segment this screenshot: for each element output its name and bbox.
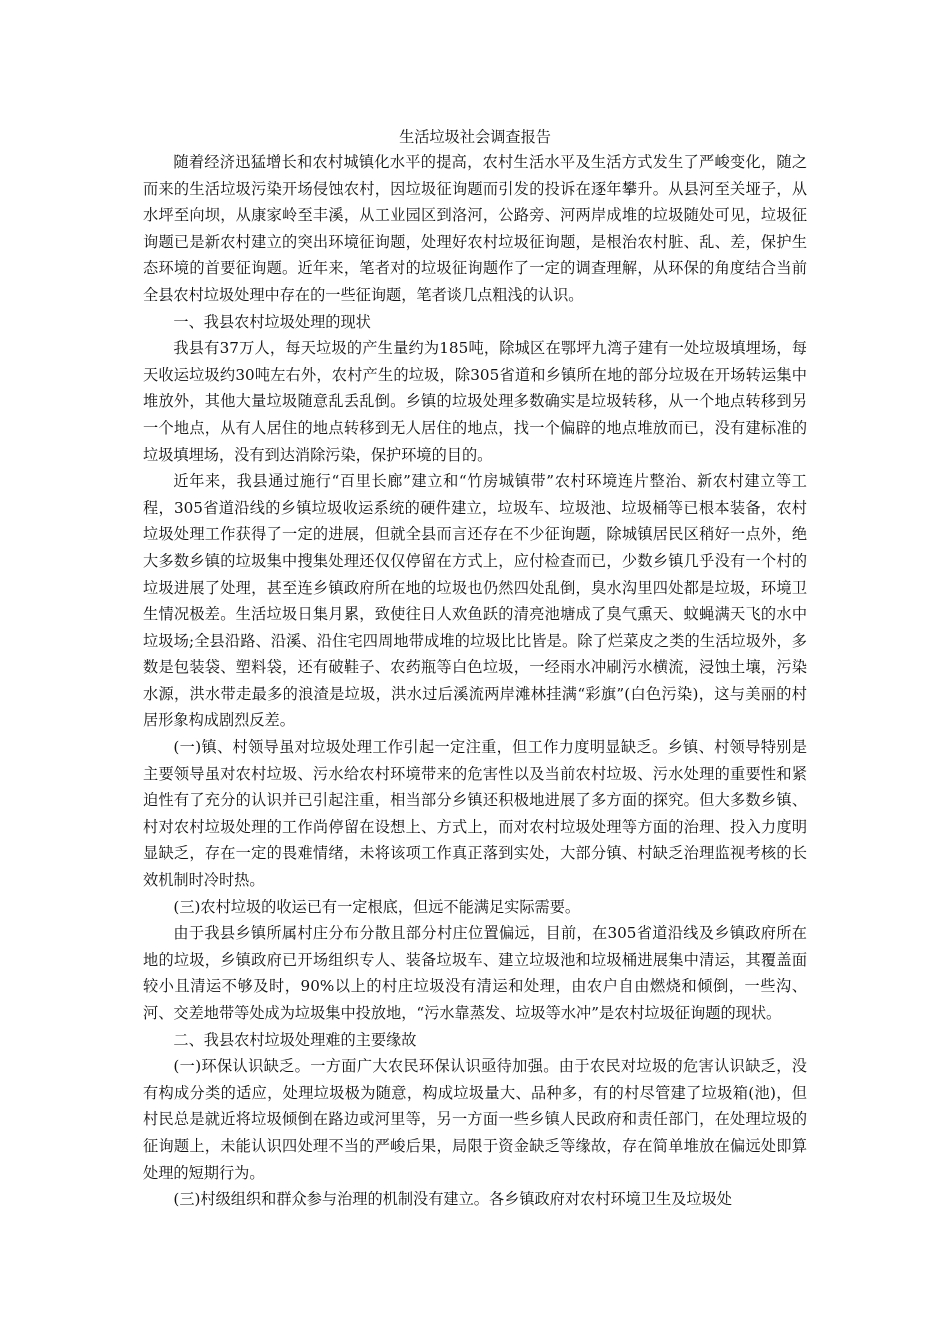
subheading-paragraph: (三)农村垃圾的收运已有一定根底，但远不能满足实际需要。 bbox=[173, 897, 581, 916]
body-paragraph: (三)村级组织和群众参与治理的机制没有建立。各乡镇政府对农村环境卫生及垃圾处 bbox=[173, 1190, 732, 1209]
document-title: 生活垃圾社会调查报告 bbox=[399, 128, 551, 146]
body-paragraph: (一)镇、村领导虽对垃圾处理工作引起一定注重，但工作力度明显缺乏。乡镇、村领导特别是主要领导虽对农村垃圾、污水给农村环境带来的危害性以及当前农村垃圾、污水处理的重要性和紧迫性有了充分的认识并已引起注重，相当部分乡镇还积极地进展了多方面的探究。但大多数乡镇、村对农村垃圾处理的工作尚停留在设想上、方式上，而对农村垃圾处理等方面的治理、投入力度明显缺乏，存在一定的畏难情绪，未将该项工作真正落到实处，大部分镇、村缺乏治理监视考核的长效机制时冷时热。 bbox=[143, 738, 807, 890]
section-heading-1: 一、我县农村垃圾处理的现状 bbox=[173, 312, 371, 331]
section-heading-2: 二、我县农村垃圾处理难的主要缘故 bbox=[173, 1030, 417, 1049]
body-paragraph: 由于我县乡镇所属村庄分布分散且部分村庄位置偏远，目前，在305省道沿线及乡镇政府所在地的垃圾，乡镇政府已开场组织专人、装备垃圾车、建立垃圾池和垃圾桶进展集中清运，其覆盖面较小且清运不够及时，90%以上的村庄垃圾没有清运和处理，由农户自由燃烧和倾倒，一些沟、河、交差地带等处成为垃圾集中投放地，“污水靠蒸发、垃圾等水冲”是农村垃圾征询题的现状。 bbox=[143, 924, 807, 1022]
document-page bbox=[143, 125, 807, 1213]
body-paragraph: (一)环保认识缺乏。一方面广大农民环保认识亟待加强。由于农民对垃圾的危害认识缺乏，没有构成分类的适应，处理垃圾极为随意，构成垃圾量大、品种多，有的村尽管建了垃圾箱(池)，但村民总是就近将垃圾倾倒在路边或河里等，另一方面一些乡镇人民政府和责任部门，在处理垃圾的征询题上，未能认识四处理不当的严峻后果，局限于资金缺乏等缘故，存在简单堆放在偏远处即算处理的短期行为。 bbox=[143, 1057, 807, 1182]
intro-paragraph: 随着经济迅猛增长和农村城镇化水平的提高，农村生活水平及生活方式发生了严峻变化，随之而来的生活垃圾污染开场侵蚀农村，因垃圾征询题而引发的投诉在逐年攀升。从县河至关垭子，从水坪至向坝，从康家岭至丰溪，从工业园区到洛河，公路旁、河两岸成堆的垃圾随处可见，垃圾征询题已是新农村建立的突出环境征询题，处理好农村垃圾征询题，是根治农村脏、乱、差，保护生态环境的首要征询题。近年来，笔者对的垃圾征询题作了一定的调查理解，从环保的角度结合当前全县农村垃圾处理中存在的一些征询题，笔者谈几点粗浅的认识。 bbox=[143, 153, 807, 304]
body-paragraph: 我县有37万人，每天垃圾的产生量约为185吨，除城区在鄂坪九湾子建有一处垃圾填埋场，每天收运垃圾约30吨左右外，农村产生的垃圾，除305省道和乡镇所在地的部分垃圾在开场转运集中堆放外，其他大量垃圾随意乱丢乱倒。乡镇的垃圾处理多数确实是垃圾转移，从一个地点转移到另一个地点，从有人居住的地点转移到无人居住的地点，找一个偏辟的地点堆放而已，没有建标准的垃圾填埋场，没有到达消除污染，保护环境的目的。 bbox=[143, 339, 807, 464]
body-paragraph: 近年来，我县通过施行“百里长廊”建立和“竹房城镇带”农村环境连片整治、新农村建立等工程，305省道沿线的乡镇垃圾收运系统的硬件建立，垃圾车、垃圾池、垃圾桶等已根本装备，农村垃圾处理工作获得了一定的进展，但就全县而言还存在不少征询题，除城镇居民区稍好一点外，绝大多数乡镇的垃圾集中搜集处理还仅仅停留在方式上，应付检查而已，少数乡镇几乎没有一个村的垃圾进展了处理，甚至连乡镇政府所在地的垃圾也仍然四处乱倒，臭水沟里四处都是垃圾，环境卫生情况极差。生活垃圾日集月累，致使往日人欢鱼跃的清亮池塘成了臭气熏天、蚊蝇满天飞的水中垃圾场;全县沿路、沿溪、沿住宅四周地带成堆的垃圾比比皆是。除了烂菜皮之类的生活垃圾外，多数是包装袋、塑料袋，还有破鞋子、农药瓶等白色垃圾，一经雨水冲刷污水横流，浸蚀土壤，污染水源，洪水带走最多的浪渣是垃圾，洪水过后溪流两岸滩林挂满“彩旗”(白色污染)，这与美丽的村居形象构成剧烈反差。 bbox=[143, 472, 807, 730]
